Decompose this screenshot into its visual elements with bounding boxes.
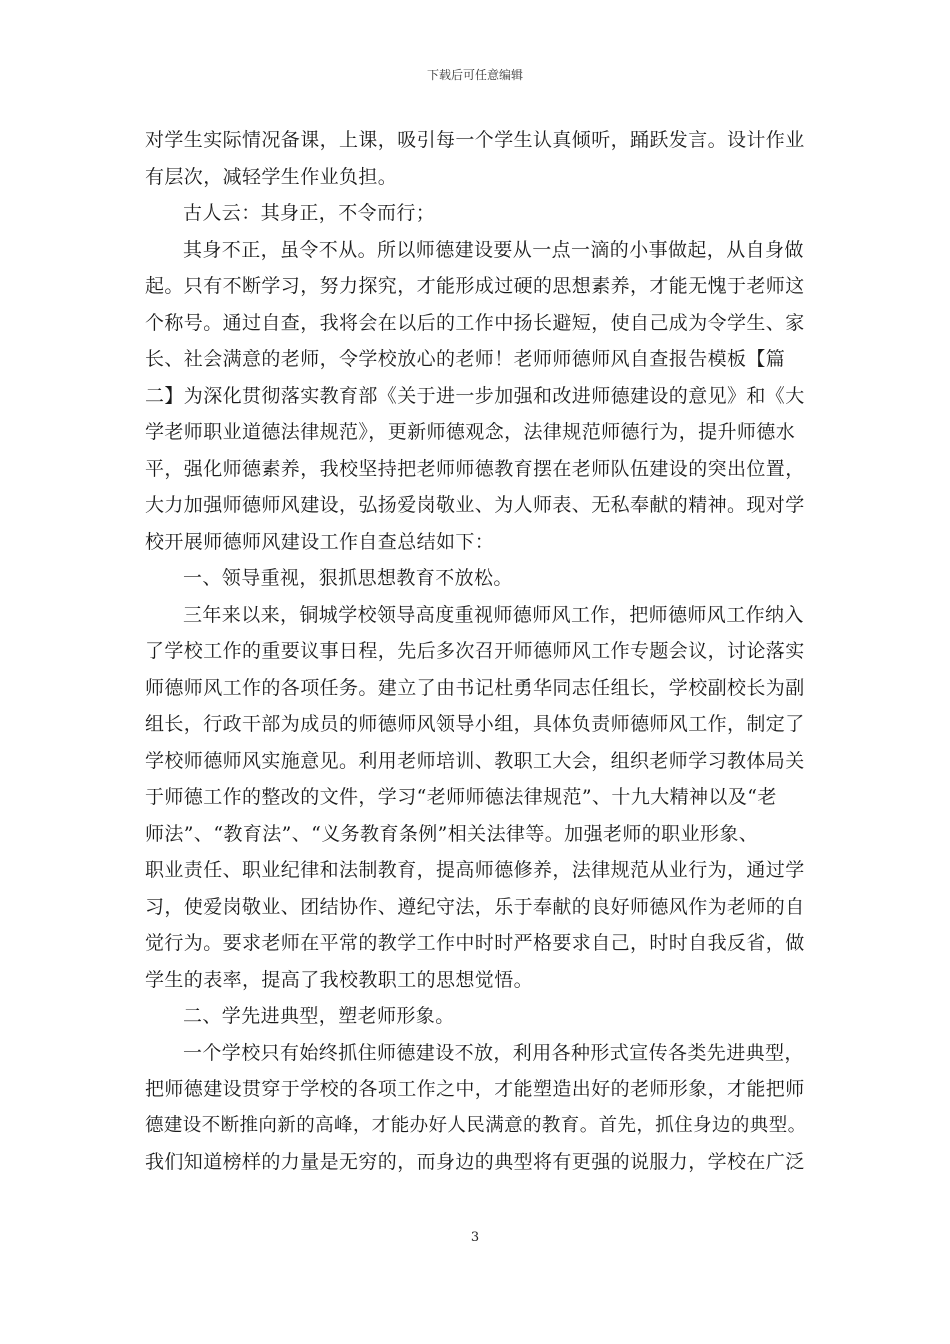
document-body <box>145 122 810 1181</box>
text-line: 把师德建设贯穿于学校的各项工作之中，才能塑造出好的老师形象，才能把师 <box>145 1078 805 1100</box>
page-header: 下载后可任意编辑 <box>426 68 523 82</box>
text-line: 习，使爱岗敬业、团结协作、遵纪守法，乐于奉献的良好师德风作为老师的自 <box>145 895 805 918</box>
text-line: 校开展师德师风建设工作自查总结如下： <box>145 530 495 553</box>
text-line: 平，强化师德素养，我校坚持把老师师德教育摆在老师队伍建设的突出位置， <box>145 457 805 480</box>
text-line: 二、学先进典型，塑老师形象。 <box>183 1005 455 1027</box>
text-line: 师德师风工作的各项任务。建立了由书记杜勇华同志任组长，学校副校长为副 <box>145 676 805 699</box>
text-line: 师法”、“教育法”、“义务教育条例”相关法律等。加强老师的职业形象、 <box>145 822 759 845</box>
text-line: 了学校工作的重要议事日程，先后多次召开师德师风工作专题会议，讨论落实 <box>145 640 805 662</box>
text-line: 个称号。通过自查，我将会在以后的工作中扬长避短，使自己成为令学生、家 <box>145 311 805 334</box>
text-line: 觉行为。要求老师在平常的教学工作中时时严格要求自己，时时自我反省，做 <box>145 932 805 954</box>
text-line: 大力加强师德师风建设，弘扬爱岗敬业、为人师表、无私奉献的精神。现对学 <box>145 494 805 516</box>
text-line: 我们知道榜样的力量是无穷的，而身边的典型将有更强的说服力，学校在广泛 <box>145 1151 805 1173</box>
text-line: 德建设不断推向新的高峰，才能办好人民满意的教育。首先，抓住身边的典型。 <box>145 1114 807 1136</box>
text-line: 于师德工作的整改的文件，学习“老师师德法律规范”、十九大精神以及“老 <box>145 786 777 808</box>
text-line: 学老师职业道德法律规范》，更新师德观念，法律规范师德行为，提升师德水 <box>145 421 796 443</box>
text-line: 对学生实际情况备课，上课，吸引每一个学生认真倾听，踊跃发言。设计作业 <box>145 129 805 151</box>
text-line: 有层次，减轻学生作业负担。 <box>145 165 398 188</box>
text-line: 三年来以来，铜城学校领导高度重视师德师风工作，把师德师风工作纳入 <box>183 603 804 626</box>
text-line: 一、领导重视，狠抓思想教育不放松。 <box>183 567 513 589</box>
text-line: 长、社会满意的老师，令学校放心的老师！老师师德师风自查报告模板【篇 <box>145 348 786 370</box>
text-line: 职业责任、职业纪律和法制教育，提高师德修养，法律规范从业行为，通过学 <box>145 859 805 881</box>
page-number: 3 <box>470 1230 480 1245</box>
text-line: 学校师德师风实施意见。利用老师培训、教职工大会，组织老师学习教体局关 <box>145 749 805 772</box>
text-line: 古人云：其身正，不令而行； <box>183 202 436 224</box>
text-line: 一个学校只有始终抓住师德建设不放，利用各种形式宣传各类先进典型， <box>183 1041 804 1064</box>
text-line: 学生的表率，提高了我校教职工的思想觉悟。 <box>145 968 534 991</box>
text-line: 二】为深化贯彻落实教育部《关于进一步加强和改进师德建设的意见》和《大 <box>145 384 805 407</box>
text-line: 起。只有不断学习，努力探究，才能形成过硬的思想素养，才能无愧于老师这 <box>145 275 805 297</box>
text-line: 组长，行政干部为成员的师德师风领导小组，具体负责师德师风工作，制定了 <box>145 713 805 735</box>
text-line: 其身不正，虽令不从。所以师德建设要从一点一滴的小事做起，从自身做 <box>183 238 804 261</box>
